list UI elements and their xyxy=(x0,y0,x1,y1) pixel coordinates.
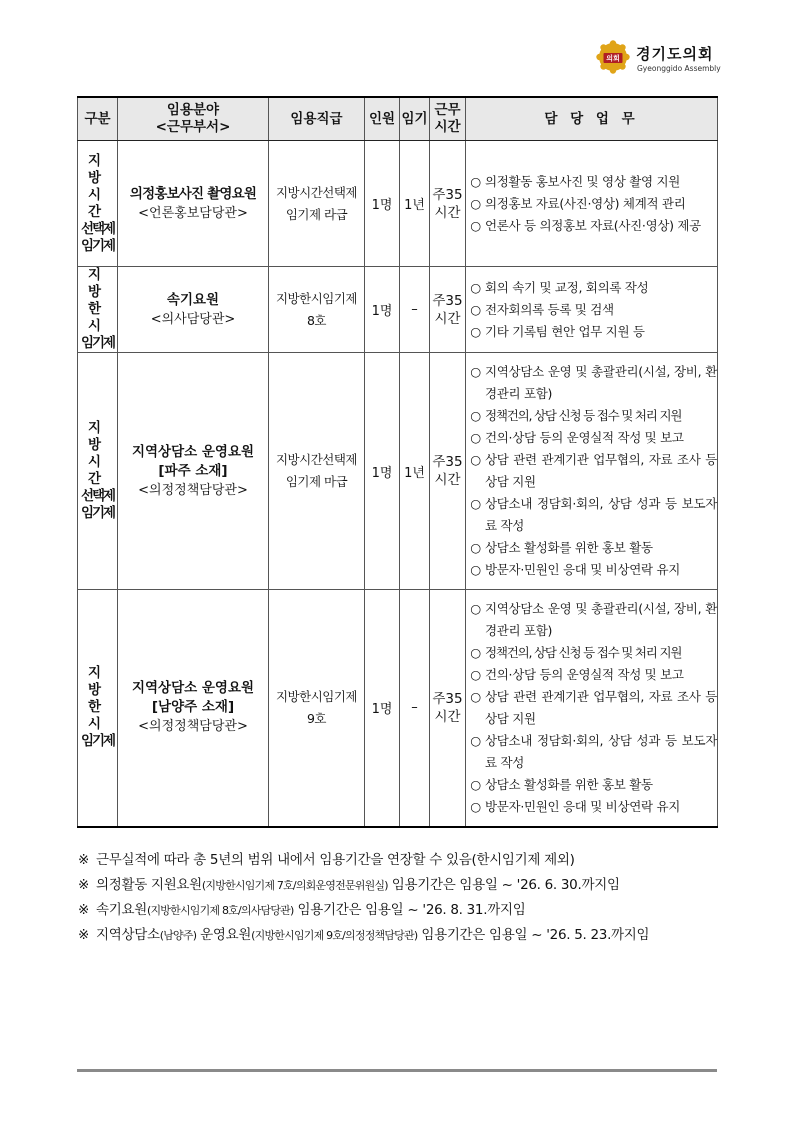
circle-bullet-icon: ○ xyxy=(470,301,481,317)
circle-bullet-icon: ○ xyxy=(470,323,481,339)
table-row xyxy=(78,590,718,827)
duty-text: 건의·상담 등의 운영실적 작성 및 보고 xyxy=(485,666,684,682)
division-cell xyxy=(78,353,118,590)
org-name-english: Gyeonggido Assembly xyxy=(637,64,721,73)
division-line: 한 시 xyxy=(87,699,108,733)
hours-line: 시간 xyxy=(434,708,461,725)
grade-cell xyxy=(269,267,365,353)
field-cell xyxy=(118,141,269,267)
division-line: 지 방 xyxy=(87,665,108,699)
field-location: [파주 소재] xyxy=(158,462,228,479)
circle-bullet-icon: ○ xyxy=(470,644,481,660)
note-text: 의정활동 지원요원 xyxy=(96,877,202,893)
circle-bullet-icon: ○ xyxy=(470,217,481,233)
header-hours xyxy=(430,97,466,141)
term-cell: 1년 xyxy=(400,141,430,267)
note-text: 임용기간은 임용일 ~ '26. 5. 23.까지임 xyxy=(417,927,650,943)
grade-line: 지방시간선택제 xyxy=(275,184,358,200)
note-line xyxy=(78,848,738,873)
seal-text: 의회 xyxy=(606,54,620,63)
circle-bullet-icon: ○ xyxy=(470,279,481,295)
circle-bullet-icon: ○ xyxy=(470,452,481,467)
circle-bullet-icon: ○ xyxy=(470,408,481,423)
header-field-line2: <근무부서> xyxy=(155,119,231,135)
division-line: 임기제 xyxy=(80,335,115,351)
header-count: 인원 xyxy=(365,97,400,141)
footer-rule xyxy=(77,1069,717,1072)
term-cell: – xyxy=(400,267,430,353)
division-line: 지 방 xyxy=(87,420,108,453)
field-dept: <언론홍보담당관> xyxy=(138,205,248,221)
duty-item xyxy=(466,321,717,343)
circle-bullet-icon: ○ xyxy=(470,173,481,189)
note-text: 지역상담소 xyxy=(96,927,160,943)
duties-cell xyxy=(466,590,718,827)
reference-mark: ※ xyxy=(78,852,90,868)
duty-item xyxy=(466,361,717,405)
field-cell xyxy=(118,590,269,827)
duty-item xyxy=(466,774,717,796)
circle-bullet-icon: ○ xyxy=(470,540,481,555)
grade-line: 8호 xyxy=(306,312,327,328)
field-title: 지역상담소 운영요원 xyxy=(131,680,255,697)
duty-text: 방문자·민원인 응대 및 비상연락 유지 xyxy=(485,562,680,577)
hours-line: 시간 xyxy=(434,472,461,488)
field-cell xyxy=(118,353,269,590)
field-dept: <의사담당관> xyxy=(150,311,236,327)
duty-text: 지역상담소 운영 및 총괄관리(시설, 장비, 환경관리 포함) xyxy=(485,600,717,638)
reference-mark: ※ xyxy=(78,877,90,893)
hours-cell xyxy=(430,267,466,353)
duty-item xyxy=(466,686,717,730)
duty-text: 언론사 등 의정홍보 자료(사진·영상) 제공 xyxy=(485,217,701,233)
duty-text: 방문자·민원인 응대 및 비상연락 유지 xyxy=(485,798,680,814)
duty-item xyxy=(466,299,717,321)
duty-item xyxy=(466,559,717,581)
note-line xyxy=(78,873,738,898)
division-line: 선택제 xyxy=(80,220,115,237)
grade-line: 9호 xyxy=(306,710,327,726)
duty-text: 상담소내 정담회·회의, 상담 성과 등 보도자료 작성 xyxy=(485,732,717,770)
duty-text: 기타 기록팀 현안 업무 지원 등 xyxy=(485,323,645,339)
duties-cell xyxy=(466,353,718,590)
duty-item xyxy=(466,171,717,193)
note-detail: (지방한시임기제 7호/의회운영전문위원실) xyxy=(201,879,388,892)
term-cell: 1년 xyxy=(400,353,430,590)
duty-text: 건의·상담 등의 운영실적 작성 및 보고 xyxy=(485,430,684,445)
header-division: 구분 xyxy=(78,97,118,141)
division-line: 임기제 xyxy=(80,237,115,254)
duty-text: 상담소 활성화를 위한 홍보 활동 xyxy=(485,776,653,792)
division-line: 지 방 xyxy=(87,152,108,186)
assembly-seal-icon xyxy=(596,40,630,74)
hours-line: 주35 xyxy=(432,454,463,470)
circle-bullet-icon: ○ xyxy=(470,430,481,445)
circle-bullet-icon: ○ xyxy=(470,688,481,704)
duty-text: 의정홍보 자료(사진·영상) 체계적 관리 xyxy=(485,195,686,211)
hours-line: 주35 xyxy=(432,690,463,707)
circle-bullet-icon: ○ xyxy=(470,732,481,748)
duty-item xyxy=(466,642,717,664)
division-cell xyxy=(78,141,118,267)
duty-item xyxy=(466,664,717,686)
division-line: 지 방 xyxy=(87,267,108,300)
hours-line: 주35 xyxy=(432,186,463,203)
duty-text: 의정활동 홍보사진 및 영상 촬영 지원 xyxy=(485,173,680,189)
header-hours-line1: 근무 xyxy=(434,102,461,118)
note-detail: (지방한시임기제 9호/의정정책담당관) xyxy=(251,929,418,942)
duty-item xyxy=(466,796,717,818)
division-line: 시 간 xyxy=(87,186,108,220)
count-cell: 1명 xyxy=(365,141,400,267)
note-detail: (남양주) xyxy=(159,929,197,942)
count-cell: 1명 xyxy=(365,590,400,827)
header-term: 임기 xyxy=(400,97,430,141)
duty-item xyxy=(466,215,717,237)
duty-text: 상담 관련 관계기관 업무협의, 자료 조사 등 상담 지원 xyxy=(485,688,717,726)
division-line: 한 시 xyxy=(87,301,108,334)
header-duties: 담 당 업 무 xyxy=(466,97,718,141)
circle-bullet-icon: ○ xyxy=(470,798,481,814)
note-detail: (지방한시임기제 8호/의사담당관) xyxy=(146,904,294,917)
circle-bullet-icon: ○ xyxy=(470,364,481,379)
header-hours-line2: 시간 xyxy=(434,119,461,135)
division-cell xyxy=(78,267,118,353)
duty-item xyxy=(466,449,717,493)
term-cell: – xyxy=(400,590,430,827)
notes-section xyxy=(78,848,738,948)
table-row xyxy=(78,141,718,267)
table-row xyxy=(78,267,718,353)
grade-line: 지방한시임기제 xyxy=(275,290,358,306)
recruitment-table xyxy=(77,96,718,828)
field-dept: <의정정책담당관> xyxy=(138,482,248,498)
field-title: 속기요원 xyxy=(166,291,220,308)
table-row xyxy=(78,353,718,590)
note-text: 근무실적에 따라 총 5년의 범위 내에서 임용기간을 연장할 수 있음(한시임기제 제외) xyxy=(96,852,575,868)
field-title: 의정홍보사진 촬영요원 xyxy=(129,185,257,202)
hours-cell xyxy=(430,590,466,827)
hours-line: 주35 xyxy=(432,292,463,309)
grade-cell xyxy=(269,353,365,590)
circle-bullet-icon: ○ xyxy=(470,666,481,682)
grade-line: 지방한시임기제 xyxy=(275,688,358,704)
org-name: 경기도의회 xyxy=(636,45,714,63)
header-field-line1: 임용분야 xyxy=(166,102,220,118)
duty-item xyxy=(466,537,717,559)
assembly-logo xyxy=(596,40,726,80)
table-header-row xyxy=(78,97,718,141)
note-text: 임용기간은 임용일 ~ '26. 6. 30.까지임 xyxy=(387,877,620,893)
duty-text: 지역상담소 운영 및 총괄관리(시설, 장비, 환경관리 포함) xyxy=(485,364,717,401)
duties-cell xyxy=(466,141,718,267)
division-line: 임기제 xyxy=(80,505,115,521)
note-text: 속기요원 xyxy=(96,902,147,918)
note-text: 운영요원 xyxy=(196,927,252,943)
duty-text: 정책건의, 상담 신청 등 접수 및 처리 지원 xyxy=(485,408,682,423)
duties-cell xyxy=(466,267,718,353)
grade-cell xyxy=(269,141,365,267)
duty-item xyxy=(466,493,717,537)
note-text: 임용기간은 임용일 ~ '26. 8. 31.까지임 xyxy=(293,902,526,918)
circle-bullet-icon: ○ xyxy=(470,600,481,616)
count-cell: 1명 xyxy=(365,353,400,590)
circle-bullet-icon: ○ xyxy=(470,195,481,211)
hours-cell xyxy=(430,353,466,590)
field-title: 지역상담소 운영요원 xyxy=(131,443,255,460)
circle-bullet-icon: ○ xyxy=(470,496,481,511)
reference-mark: ※ xyxy=(78,927,90,943)
hours-line: 시간 xyxy=(434,204,461,221)
reference-mark: ※ xyxy=(78,902,90,918)
division-line: 시 간 xyxy=(87,454,108,487)
count-cell: 1명 xyxy=(365,267,400,353)
grade-line: 임기제 마급 xyxy=(285,474,348,489)
hours-line: 시간 xyxy=(434,310,461,327)
duty-text: 상담소 활성화를 위한 홍보 활동 xyxy=(485,540,653,555)
duty-item xyxy=(466,277,717,299)
duty-text: 회의 속기 및 교정, 회의록 작성 xyxy=(485,279,649,295)
division-cell xyxy=(78,590,118,827)
duty-item xyxy=(466,193,717,215)
duty-item xyxy=(466,427,717,449)
field-location: [남양주 소재] xyxy=(151,699,235,716)
note-line xyxy=(78,898,738,923)
field-cell xyxy=(118,267,269,353)
duty-text: 상담소내 정담회·회의, 상담 성과 등 보도자료 작성 xyxy=(485,496,717,533)
duty-item xyxy=(466,405,717,427)
duty-text: 전자회의록 등록 및 검색 xyxy=(485,301,614,317)
circle-bullet-icon: ○ xyxy=(470,776,481,792)
duty-item xyxy=(466,730,717,774)
division-line: 선택제 xyxy=(80,488,115,504)
field-dept: <의정정책담당관> xyxy=(138,719,248,735)
duty-item xyxy=(466,598,717,642)
hours-cell xyxy=(430,141,466,267)
grade-line: 지방시간선택제 xyxy=(275,452,358,467)
circle-bullet-icon: ○ xyxy=(470,562,481,577)
header-field xyxy=(118,97,269,141)
grade-cell xyxy=(269,590,365,827)
note-line xyxy=(78,923,738,948)
duty-text: 상담 관련 관계기관 업무협의, 자료 조사 등 상담 지원 xyxy=(485,452,717,489)
division-line: 임기제 xyxy=(80,733,115,750)
header-grade: 임용직급 xyxy=(269,97,365,141)
duty-text: 정책건의, 상담 신청 등 접수 및 처리 지원 xyxy=(485,644,682,660)
grade-line: 임기제 라급 xyxy=(285,206,348,222)
